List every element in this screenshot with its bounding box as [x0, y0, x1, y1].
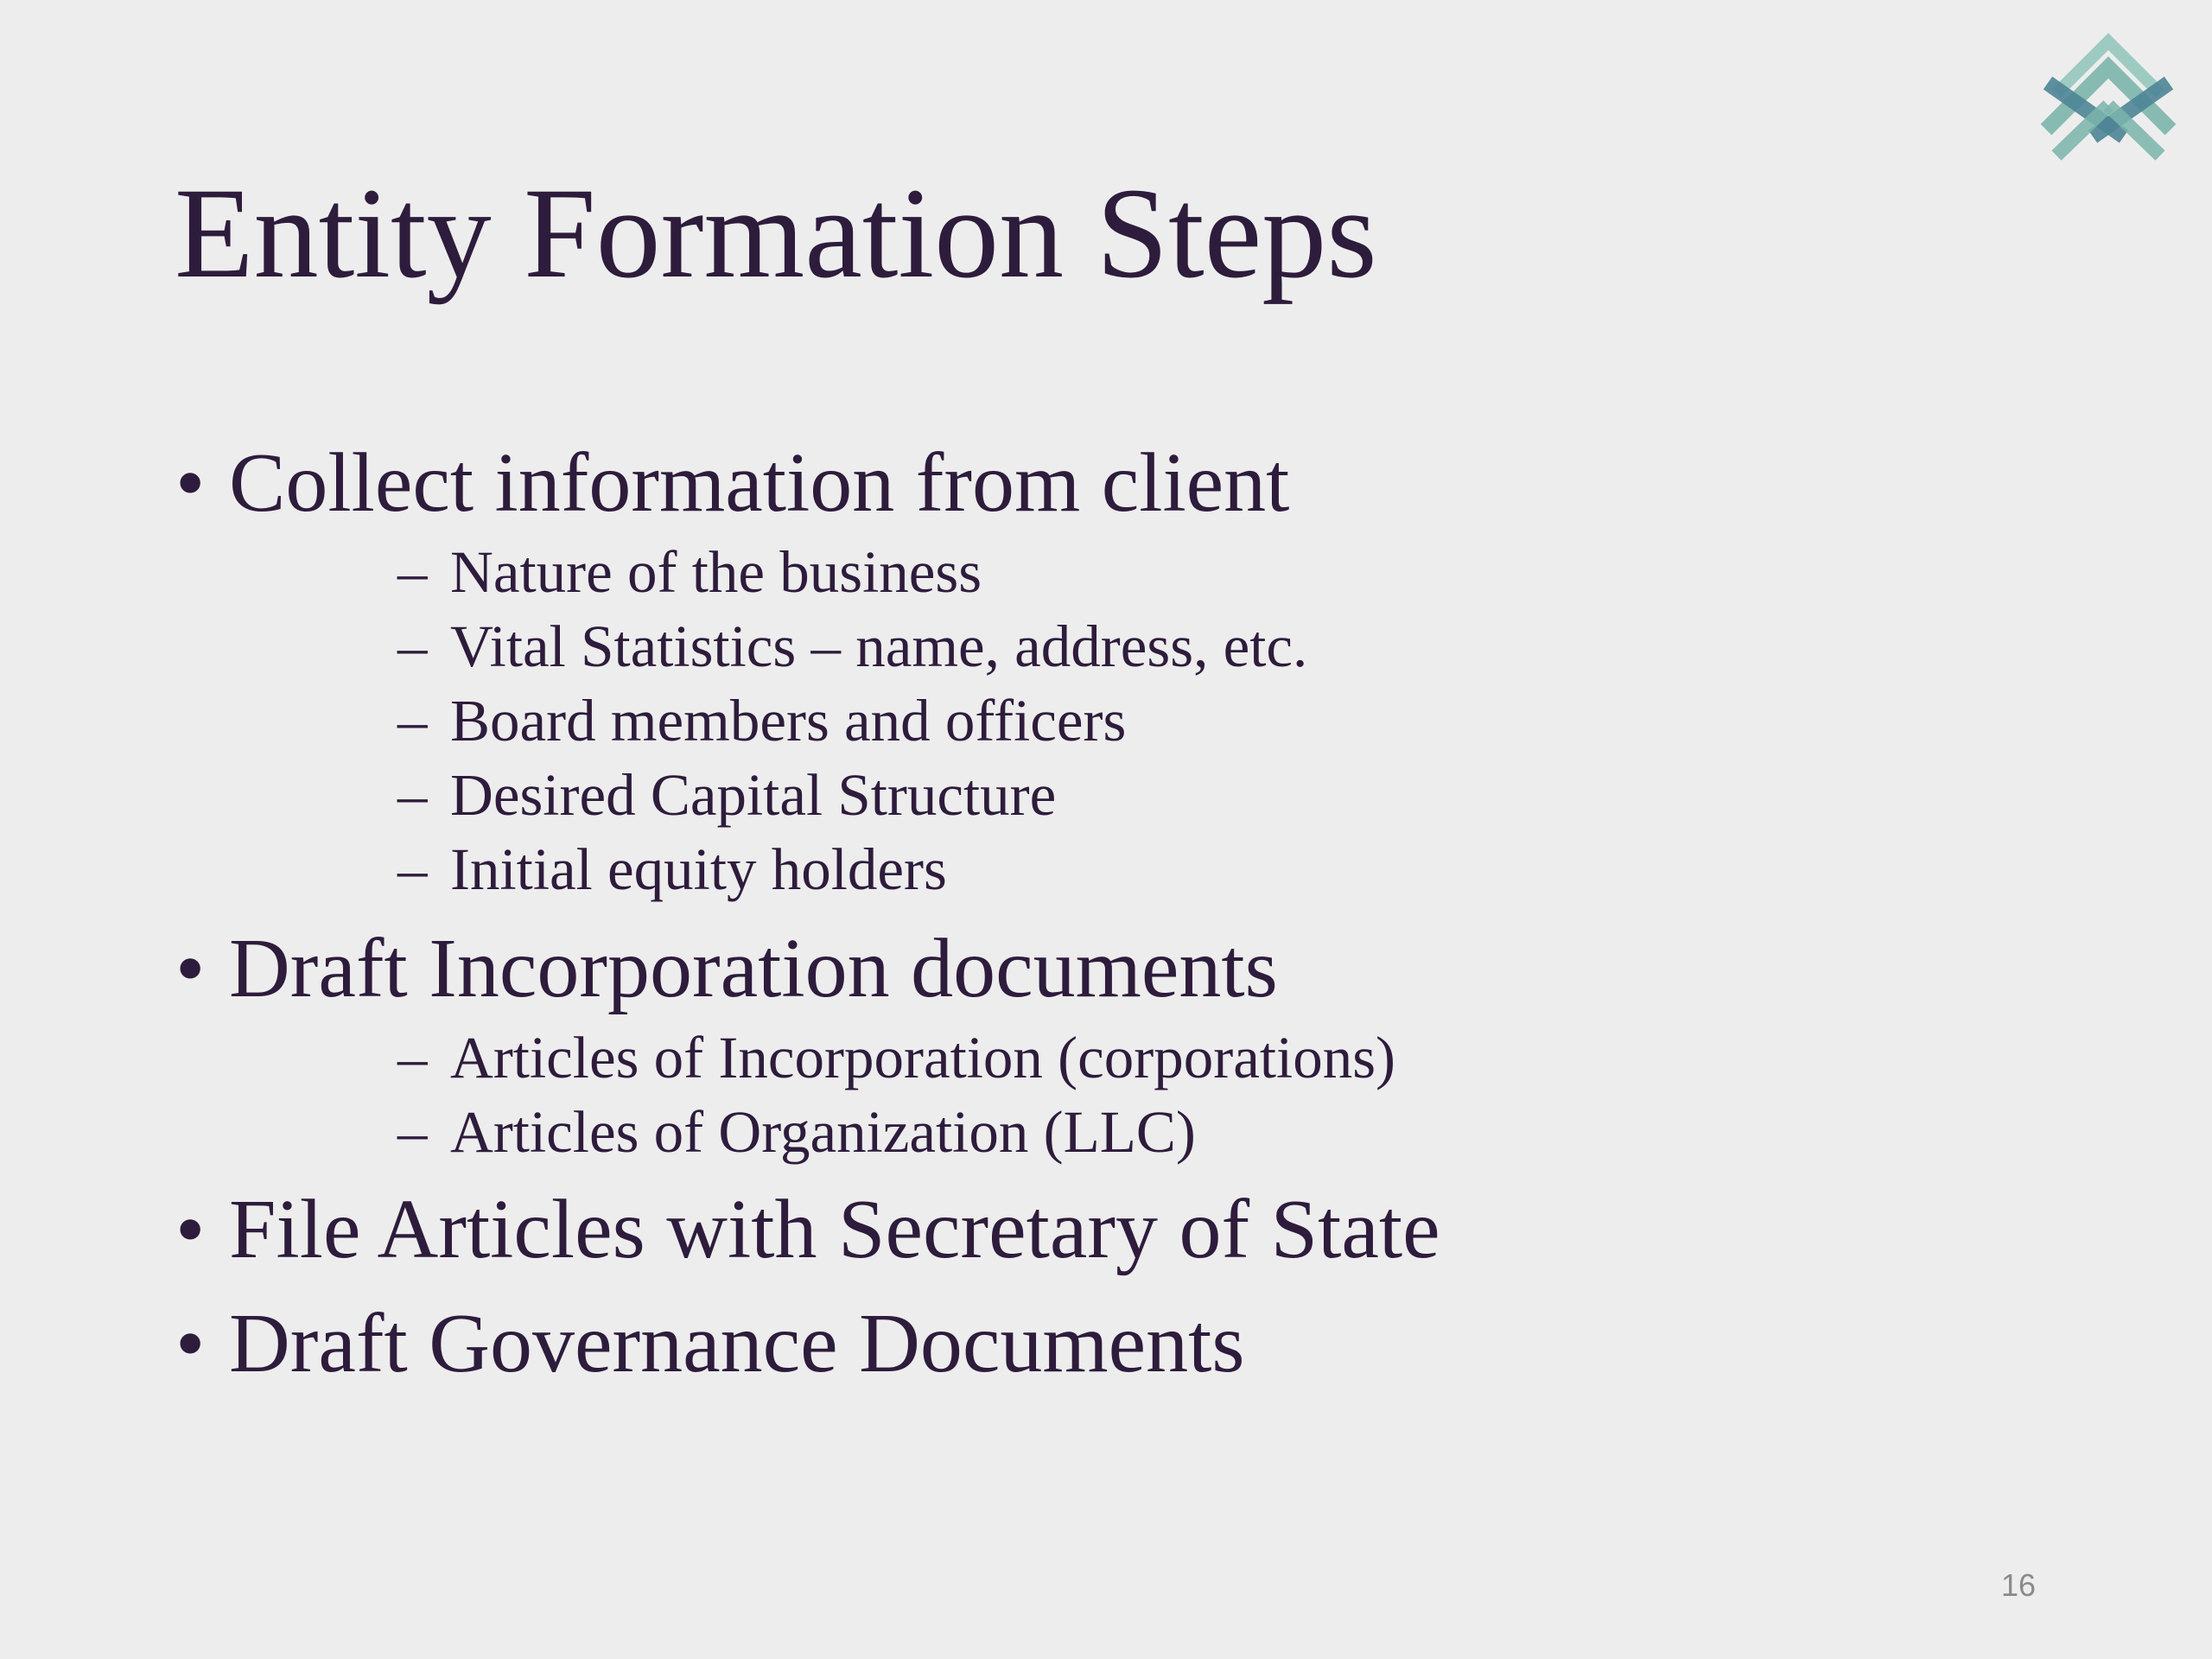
sub-bullet-text: Articles of Incorporation (corporations)	[450, 1025, 1396, 1090]
sub-bullet-text: Board members and officers	[450, 688, 1127, 753]
sub-bullet-text: Nature of the business	[450, 539, 982, 605]
sub-bullet-text: Initial equity holders	[450, 836, 947, 902]
sub-bullet-item	[397, 762, 1057, 828]
sub-bullet-item	[397, 836, 947, 902]
sub-bullet-text: Desired Capital Structure	[450, 762, 1057, 828]
sub-bullet-item	[397, 539, 982, 605]
slide-page-number: 16	[2001, 1567, 2037, 1603]
bullet-dot: •	[175, 1297, 206, 1390]
bullet-dot: •	[175, 1183, 206, 1276]
bullet-text: Draft Governance Documents	[229, 1297, 1245, 1390]
sub-bullet-item	[397, 613, 1308, 679]
sub-bullet-dash: –	[397, 1099, 428, 1165]
sub-bullet-dash: –	[397, 539, 428, 605]
sub-bullet-dash: –	[397, 613, 428, 679]
bullet-dot: •	[175, 922, 206, 1015]
sub-bullet-text: Articles of Organization (LLC)	[450, 1099, 1196, 1165]
bullet-item	[175, 436, 1290, 530]
bullet-item	[175, 1183, 1440, 1276]
bullet-text: File Articles with Secretary of State	[229, 1183, 1440, 1276]
bullet-item	[175, 922, 1278, 1015]
bullet-dot: •	[175, 436, 206, 530]
sub-bullet-item	[397, 1099, 1196, 1165]
sub-bullet-dash: –	[397, 1025, 428, 1090]
company-logo-icon	[2039, 26, 2177, 164]
sub-bullet-dash: –	[397, 762, 428, 828]
sub-bullet-item	[397, 688, 1127, 753]
bullet-item	[175, 1297, 1245, 1390]
sub-bullet-dash: –	[397, 836, 428, 902]
sub-bullet-text: Vital Statistics – name, address, etc.	[450, 613, 1308, 679]
slide-title: Entity Formation Steps	[175, 162, 1377, 305]
sub-bullet-dash: –	[397, 688, 428, 753]
bullet-text: Collect information from client	[229, 436, 1290, 530]
sub-bullet-item	[397, 1025, 1396, 1090]
bullet-text: Draft Incorporation documents	[229, 922, 1278, 1015]
